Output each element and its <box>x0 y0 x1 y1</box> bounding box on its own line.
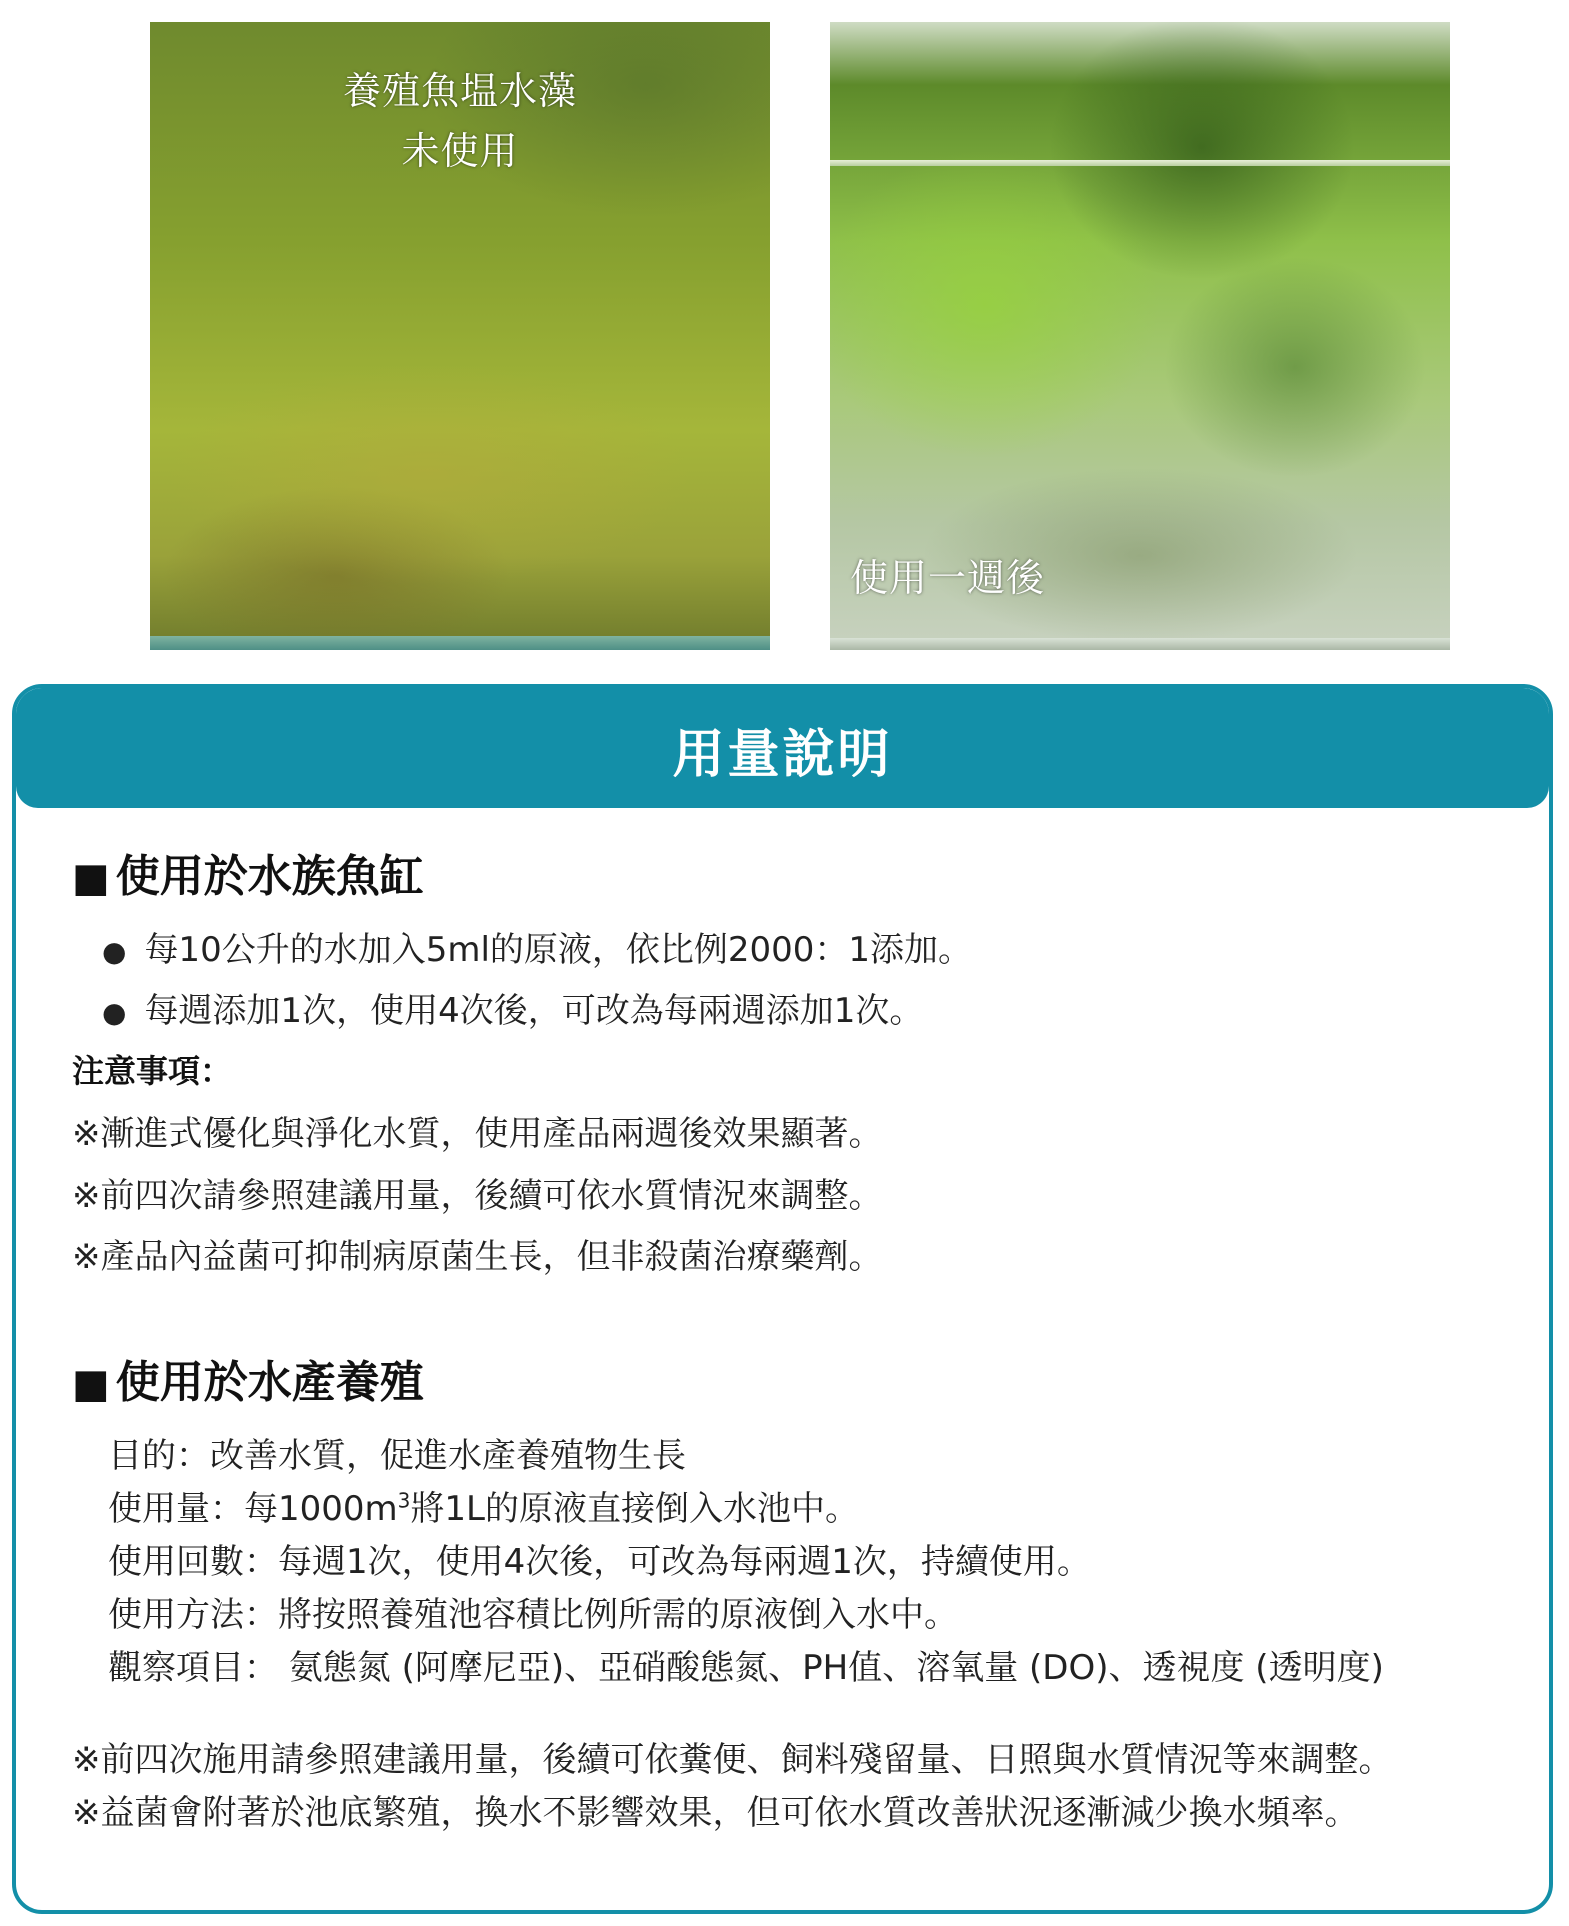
section-aquarium-title <box>72 840 424 904</box>
aquarium-note-3: ※產品內益菌可抑制病原菌生長，但非殺菌治療藥劑。 <box>72 1237 883 1277</box>
tank-rim <box>830 638 1450 650</box>
section-aquaculture-heading: 使用於水產養殖 <box>115 1357 424 1408</box>
dosage-panel <box>12 684 1553 1914</box>
panel-header <box>16 688 1549 808</box>
square-bullet-icon: ■ <box>72 855 110 901</box>
section-aquaculture-title <box>72 1346 424 1410</box>
aquarium-note-2: ※前四次請參照建議用量，後續可依水質情況來調整。 <box>72 1176 883 1216</box>
photo-after-treatment <box>830 22 1450 650</box>
aquaculture-frequency: 使用回數：每週1次，使用4次後，可改為每兩週1次，持續使用。 <box>108 1542 1091 1582</box>
aquaculture-purpose: 目的：改善水質，促進水產養殖物生長 <box>108 1436 686 1476</box>
tank-edge <box>150 636 770 650</box>
aquaculture-note-2: ※益菌會附著於池底繁殖，換水不影響效果，但可依水質改善狀況逐漸減少換水頻率。 <box>72 1793 1359 1833</box>
photo-caption-status: 未使用 <box>401 129 519 173</box>
notes-heading: 注意事項： <box>72 1052 233 1090</box>
section-aquarium-heading: 使用於水族魚缸 <box>115 851 424 902</box>
bullet-text: 每10公升的水加入5ml的原液，依比例2000：1添加。 <box>144 930 973 970</box>
photo-before-treatment <box>150 22 770 650</box>
dosage-superscript: 3 <box>397 1488 411 1513</box>
aquarium-note-1: ※漸進式優化與淨化水質，使用產品兩週後效果顯著。 <box>72 1114 883 1154</box>
waterline <box>830 160 1450 166</box>
aquaculture-observe: 觀察項目： 氨態氮 (阿摩尼亞)、亞硝酸態氮、PH值、溶氧量 (DO)、透視度 (透明度) <box>108 1648 1384 1688</box>
photo-caption-after: 使用一週後 <box>850 556 1046 600</box>
aquarium-bullet-1 <box>102 922 972 971</box>
bullet-text: 每週添加1次，使用4次後，可改為每兩週添加1次。 <box>144 991 924 1031</box>
dosage-prefix: 使用量：每1000m <box>108 1489 398 1529</box>
aquaculture-dosage <box>108 1481 859 1530</box>
aquaculture-note-1: ※前四次施用請參照建議用量，後續可依糞便、飼料殘留量、日照與水質情況等來調整。 <box>72 1740 1393 1780</box>
bullet-dot-icon: ● <box>102 996 127 1029</box>
panel-title: 用量說明 <box>672 725 893 785</box>
aquarium-bullet-2 <box>102 983 923 1032</box>
aquaculture-method: 使用方法：將按照養殖池容積比例所需的原液倒入水中。 <box>108 1595 958 1635</box>
photo-caption-title: 養殖魚塭水藻 <box>342 69 577 113</box>
dosage-suffix: 將1L的原液直接倒入水池中。 <box>410 1489 859 1529</box>
square-bullet-icon: ■ <box>72 1361 110 1407</box>
bullet-dot-icon: ● <box>102 935 127 968</box>
